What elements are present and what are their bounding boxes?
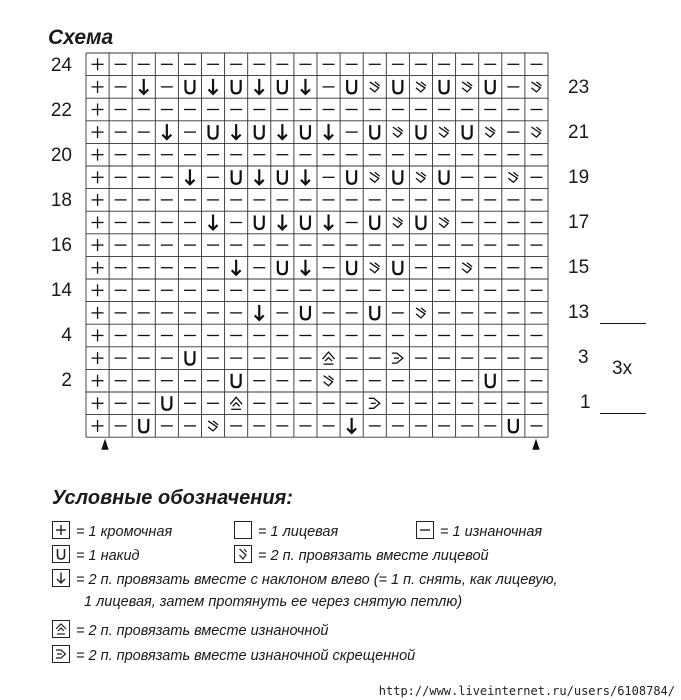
yarn-over-symbol: [278, 80, 287, 94]
left-row-number: 18: [50, 190, 72, 211]
right-row-number: 3: [578, 347, 589, 368]
k2tog-symbol: [462, 82, 472, 92]
edge-stitch-symbol: [92, 217, 104, 229]
left-row-number: 2: [61, 370, 72, 391]
k2tog-symbol: [370, 263, 380, 273]
ssk-symbol: [139, 79, 148, 94]
k2tog-symbol: [324, 376, 334, 386]
left-row-number: 4: [61, 325, 72, 346]
left-row-number: 16: [50, 235, 72, 256]
repeat-bracket-bottom: [600, 413, 646, 414]
yarn-over-symbol: [370, 306, 379, 320]
k2tog-symbol: [439, 127, 449, 137]
ssk-symbol: [209, 215, 218, 230]
k2tog-symbol: [531, 82, 541, 92]
p2tog-tbl-symbol: [369, 398, 380, 408]
edge-stitch-symbol: [92, 397, 104, 409]
chart-title: Схема: [48, 26, 114, 49]
p2tog-tbl-symbol: [392, 353, 403, 363]
yarn-over-symbol: [232, 170, 241, 184]
legend-text: = 1 изнаночная: [440, 524, 543, 540]
p2tog-tbl-icon: [52, 645, 70, 663]
edge-stitch-symbol: [92, 420, 104, 432]
right-row-number: 23: [568, 77, 590, 98]
repeat-bracket-top: [600, 323, 646, 324]
yarn-over-symbol: [185, 351, 194, 365]
empty-square-icon: [234, 521, 252, 539]
edge-stitch-symbol: [92, 104, 104, 116]
legend-text: = 2 п. провязать вместе изнаночной скрещенной: [76, 648, 416, 664]
edge-stitch-symbol: [92, 307, 104, 319]
k2tog-symbol: [508, 172, 518, 182]
right-row-number: 15: [568, 257, 590, 278]
ssk-symbol: [185, 169, 194, 184]
k2tog-symbol: [416, 172, 426, 182]
k2tog-symbol: [393, 127, 403, 137]
yarn-over-symbol: [255, 216, 264, 230]
ssk-symbol: [255, 169, 264, 184]
yarn-over-icon: [52, 545, 70, 563]
repeat-label: 3x: [612, 358, 633, 379]
k2tog-symbol: [531, 127, 541, 137]
yarn-over-symbol: [301, 125, 310, 139]
ssk-symbol: [232, 124, 241, 139]
legend-text: = 1 кромочная: [76, 524, 173, 540]
edge-stitch-symbol: [92, 284, 104, 296]
ssk-symbol: [255, 79, 264, 94]
yarn-over-symbol: [185, 80, 194, 94]
ssk-symbol: [162, 124, 171, 139]
yarn-over-symbol: [463, 125, 472, 139]
yarn-over-symbol: [347, 170, 356, 184]
ssk-symbol: [347, 418, 356, 433]
edge-stitch-symbol: [92, 239, 104, 251]
p2tog-icon: [52, 620, 70, 638]
left-row-number: 22: [50, 100, 72, 121]
right-row-number: 13: [568, 302, 590, 323]
legend-text: 1 лицевая, затем протянуть ее через снятую петлю): [84, 594, 463, 610]
edge-stitch-symbol: [92, 375, 104, 387]
k2tog-icon: [234, 545, 252, 563]
ssk-symbol: [324, 124, 333, 139]
k2tog-symbol: [485, 127, 495, 137]
k2tog-symbol: [393, 218, 403, 228]
edge-stitch-symbol: [92, 171, 104, 183]
ssk-symbol: [209, 79, 218, 94]
legend-item-k2tog: [234, 545, 489, 564]
yarn-over-symbol: [162, 396, 171, 410]
legend-text: = 2 п. провязать вместе с наклоном влево (= 1 п. снять, как лицевую,: [76, 572, 558, 588]
legend-text: = 2 п. провязать вместе изнаночной: [76, 623, 329, 639]
ssk-symbol: [278, 215, 287, 230]
p2tog-symbol: [230, 397, 242, 409]
yarn-over-symbol: [416, 216, 425, 230]
edge-stitch-symbol: [92, 262, 104, 274]
yarn-over-symbol: [370, 125, 379, 139]
ssk-symbol: [255, 305, 264, 320]
repeat-boundary-arrow: [533, 440, 539, 449]
yarn-over-symbol: [440, 80, 449, 94]
ssk-symbol: [301, 169, 310, 184]
right-row-number: 21: [568, 122, 590, 143]
p2tog-symbol: [323, 352, 335, 364]
ssk-symbol: [232, 260, 241, 275]
yarn-over-symbol: [393, 80, 402, 94]
legend-item-ssk-continued: [84, 594, 462, 610]
k2tog-symbol: [208, 421, 218, 431]
yarn-over-symbol: [301, 216, 310, 230]
legend-item-yarn-over: [52, 545, 140, 564]
legend-text: = 2 п. провязать вместе лицевой: [258, 548, 489, 564]
ssk-symbol: [301, 79, 310, 94]
edge-stitch-symbol: [92, 126, 104, 138]
edge-stitch-symbol: [92, 352, 104, 364]
left-row-number: 20: [50, 145, 72, 166]
yarn-over-symbol: [232, 374, 241, 388]
edge-stitch-symbol: [92, 58, 104, 70]
yarn-over-symbol: [301, 306, 310, 320]
ssk-symbol: [278, 124, 287, 139]
ssk-symbol: [301, 260, 310, 275]
yarn-over-symbol: [393, 261, 402, 275]
edge-stitch-symbol: [92, 194, 104, 206]
edge-stitch-symbol: [92, 149, 104, 161]
yarn-over-symbol: [255, 125, 264, 139]
legend-item-p2tog: [52, 620, 328, 639]
left-row-number: 24: [50, 55, 72, 76]
k2tog-symbol: [439, 218, 449, 228]
legend-item-purl: [416, 521, 542, 540]
legend-item-p2tog-tbl: [52, 645, 415, 664]
yarn-over-symbol: [278, 170, 287, 184]
edge-stitch-symbol: [92, 330, 104, 342]
yarn-over-symbol: [486, 374, 495, 388]
yarn-over-symbol: [416, 125, 425, 139]
ssk-arrow-icon: [52, 569, 70, 587]
k2tog-symbol: [416, 82, 426, 92]
yarn-over-symbol: [393, 170, 402, 184]
k2tog-symbol: [416, 308, 426, 318]
repeat-boundary-arrow: [102, 440, 108, 449]
left-row-number: 14: [50, 280, 72, 301]
k2tog-symbol: [370, 82, 380, 92]
edge-stitch-symbol: [92, 81, 104, 93]
legend-item-knit: [234, 521, 338, 540]
yarn-over-symbol: [347, 80, 356, 94]
yarn-over-symbol: [486, 80, 495, 94]
yarn-over-symbol: [139, 419, 148, 433]
grid-lines: [86, 53, 548, 437]
yarn-over-symbol: [509, 419, 518, 433]
right-row-number: 17: [568, 212, 590, 233]
k2tog-symbol: [462, 263, 472, 273]
plus-icon: [52, 521, 70, 539]
yarn-over-symbol: [209, 125, 218, 139]
yarn-over-symbol: [370, 216, 379, 230]
right-row-number: 19: [568, 167, 590, 188]
yarn-over-symbol: [278, 261, 287, 275]
watermark: http://www.liveinternet.ru/users/6108784/: [378, 684, 675, 698]
right-row-number: 1: [580, 392, 591, 413]
yarn-over-symbol: [440, 170, 449, 184]
legend-text: = 1 лицевая: [258, 524, 339, 540]
legend-text: = 1 накид: [76, 548, 140, 564]
k2tog-symbol: [370, 172, 380, 182]
yarn-over-symbol: [347, 261, 356, 275]
legend-title: Условные обозначения:: [52, 487, 293, 509]
yarn-over-symbol: [232, 80, 241, 94]
ssk-symbol: [324, 215, 333, 230]
legend-item-ssk: [52, 569, 558, 588]
minus-icon: [416, 521, 434, 539]
legend-item-edge: [52, 521, 172, 540]
